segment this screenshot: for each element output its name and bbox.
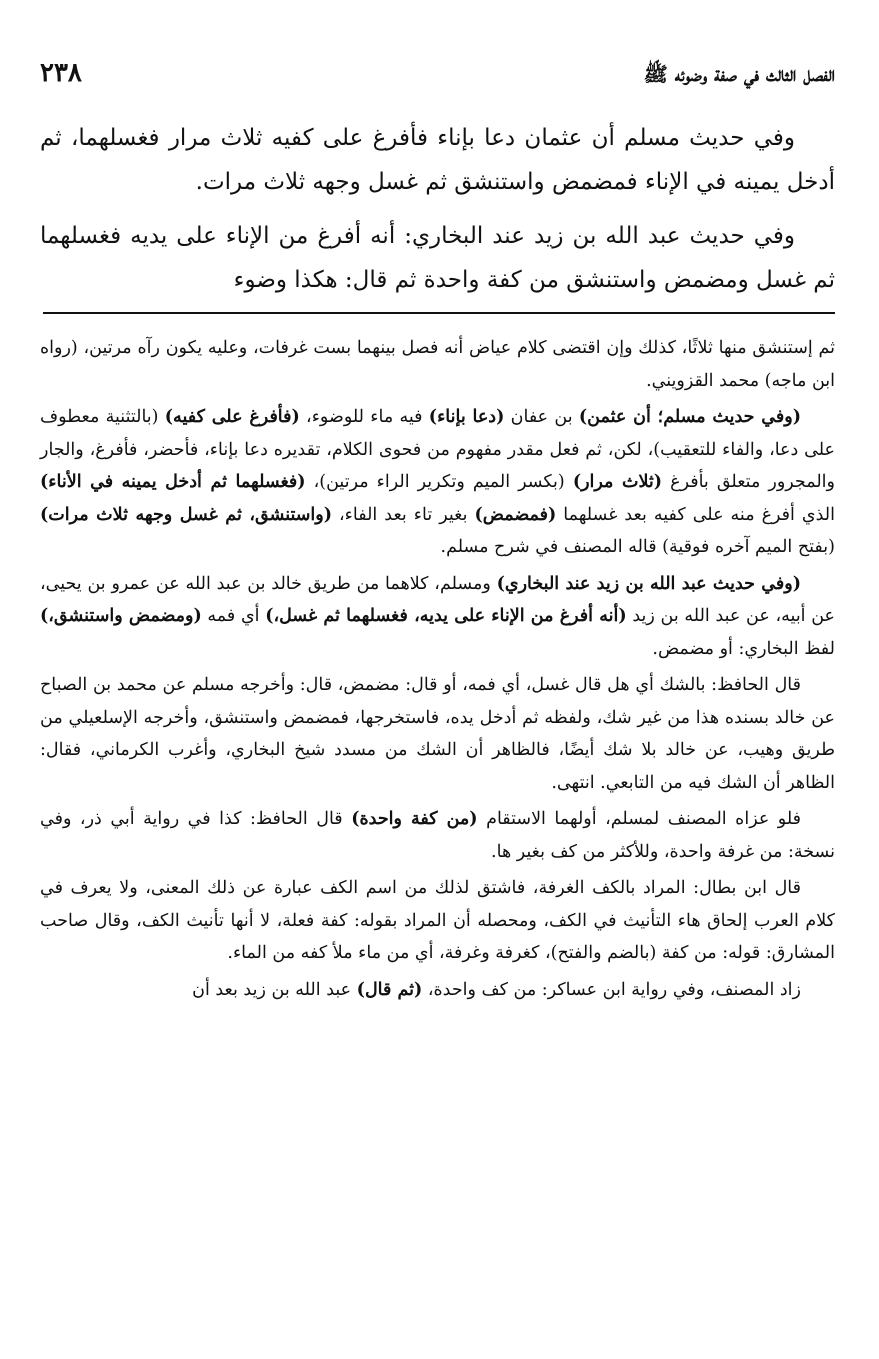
chapter-title: الفصل الثالث في صفة وضوئه ﷺ <box>643 62 835 86</box>
page-header <box>40 58 835 98</box>
commentary-text: ومسلم، كلاهما من طريق خالد بن عبد الله عن عمرو بن يحيى، عن أبيه، عن عبد الله بن زيد <box>40 573 835 626</box>
quoted-text: (ثم قال) <box>356 979 423 1000</box>
commentary-text: الذي أفرغ منه على كفيه بعد غسلهما <box>556 504 835 525</box>
page-number: ٢٣٨ <box>40 58 82 88</box>
commentary-text: (بكسر الميم وتكرير الراء مرتين)، <box>305 472 573 492</box>
commentary-text: بن عفان <box>504 407 579 427</box>
commentary-text: لفظ البخاري: أو مضمض. <box>652 638 835 659</box>
quoted-text: (ومضمض واستنشق،) <box>40 606 202 626</box>
note-paragraph-2 <box>40 401 835 564</box>
commentary-text: فلو عزاه المصنف لمسلم، أولهما الاستقام <box>477 809 802 829</box>
quoted-text: (واستنشق، ثم غسل وجهه ثلاث مرات) <box>40 504 333 525</box>
main-paragraph-1: وفي حديث مسلم أن عثمان دعا بإناء فأفرغ على كفيه ثلاث مرار فغسلهما، ثم أدخل يمينه في الإناء فمضمض واستنشق ثم غسل وجهه ثلاث مرات. <box>40 125 835 195</box>
note-paragraph-6: قال ابن بطال: المراد بالكف الغرفة، فاشتق لذلك من اسم الكف عبارة عن ذلك المعنى، ولا يعرف في كلام العرب إلحاق هاء التأنيث في الكف، ومحصله أن المراد بقوله: كفة فعلة، لا أنها تأنيث الكف، وقال صاحب المشارق: قوله: من كفة (بالضم والفتح)، كغرفة وغرفة، أي من ماء ملأ كفه من الماء. <box>40 878 835 963</box>
commentary-text: عبد الله بن زيد بعد أن <box>192 979 357 1000</box>
quoted-text: (ثلاث مرار) <box>572 472 663 492</box>
main-text <box>40 116 835 302</box>
commentary-text: فيه ماء للوضوء، <box>299 407 429 427</box>
quoted-text: (أنه أفرغ من الإناء على يديه، فغسلهما ثم غسل،) <box>265 606 627 626</box>
note-paragraph-7 <box>40 974 835 1007</box>
quoted-text: (دعا بإناء) <box>428 407 505 427</box>
quoted-text: (وفي حديث مسلم؛ أن عثمن) <box>578 407 801 427</box>
commentary-text: بغير تاء بعد الفاء، <box>332 504 475 525</box>
commentary-text: (بالتثنية معطوف على دعا، والفاء للتعقيب)، لكن، ثم فعل مقدر مفهوم من فحوى الكلام، تقديره دعا بإناء، فأحضر، فأفرغ، والجار والمجرور متعلق بأفرغ <box>40 407 835 492</box>
main-paragraph-2: وفي حديث عبد الله بن زيد عند البخاري: أنه أفرغ من الإناء على يديه فغسلهما ثم غسل ومضمض واستنشق من كفة واحدة ثم قال: هكذا وضوء <box>40 223 835 293</box>
quoted-text: (فمضمض) <box>474 504 557 525</box>
note-paragraph-4: قال الحافظ: بالشك أي هل قال غسل، أي فمه، أو قال: مضمض، قال: وأخرجه مسلم عن محمد بن الصباح عن خالد بسنده هذا من غير شك، ولفظه ثم أدخل يده، فاستخرجها، فمضمض واستنشق، وأخرجه الإسلعيلي من طريق وهيب، عن خالد بلا شك أيضًا، فالظاهر أن الشك من مسدد شيخ البخاري، وأغرب الكرماني، فقال: الظاهر أن الشك فيه من التابعي. انتهى. <box>40 675 835 793</box>
quoted-text: (فأفرغ على كفيه) <box>164 407 300 427</box>
note-paragraph-5 <box>40 803 835 868</box>
commentary-text: (بفتح الميم آخره فوقية) قاله المصنف في شرح مسلم. <box>440 537 835 557</box>
commentary-text: قال الحافظ: كذا في رواية أبي ذر، وفي نسخة: من غرفة واحدة، وللأكثر من كف بغير ها. <box>40 809 835 862</box>
footnote-divider <box>43 312 835 314</box>
quoted-text: (وفي حديث عبد الله بن زيد عند البخاري) <box>496 573 801 594</box>
quoted-text: (فغسلهما ثم أدخل يمينه في الأناء) <box>40 472 306 492</box>
commentary-notes <box>40 332 835 1006</box>
note-paragraph-1: ثم إستنشق منها ثلاثًا، كذلك وإن اقتضى كلام عياض أنه فصل بينهما بست غرفات، وعليه يكون رآه مرتين، (رواه ابن ماجه) محمد القزويني. <box>40 338 835 391</box>
commentary-text: زاد المصنف، وفي رواية ابن عساكر: من كف واحدة، <box>422 979 801 1000</box>
quoted-text: (من كفة واحدة) <box>351 809 478 829</box>
note-paragraph-3 <box>40 568 835 666</box>
commentary-text: أي فمه <box>201 606 266 626</box>
